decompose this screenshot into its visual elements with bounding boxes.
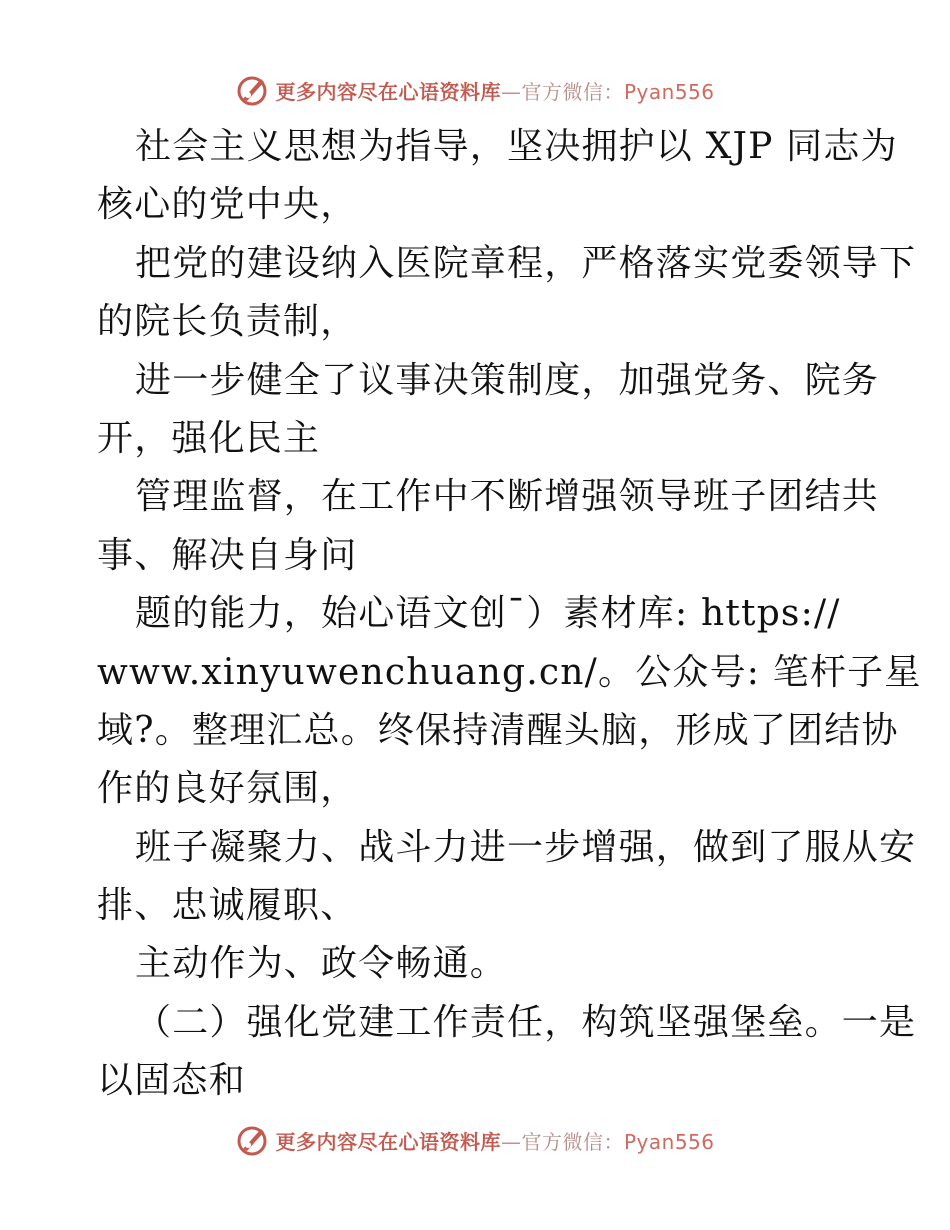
document-body <box>97 118 922 1111</box>
body-line: 核心的党中央， <box>97 184 358 226</box>
watermark-wechat-id: Pyan556 <box>623 79 715 104</box>
header-watermark <box>0 70 950 110</box>
body-line: www.xinyuwenchuang.cn/。公众号: 笔杆子星 <box>97 651 922 693</box>
watermark-wechat-id: Pyan556 <box>623 1129 715 1154</box>
footer-watermark <box>0 1120 950 1160</box>
body-line: 的院长负责制， <box>97 301 358 343</box>
body-line: 进一步健全了议事决策制度，加强党务、院务 <box>135 359 880 401</box>
body-line: 社会主义思想为指导，坚决拥护以 XJP 同志为 <box>135 126 898 167</box>
quill-seal-icon <box>235 73 269 107</box>
watermark-main-text: 更多内容尽在心语资料库 <box>275 1129 501 1154</box>
body-line: 管理监督，在工作中不断增强领导班子团结共 <box>135 476 880 518</box>
body-line: 以固态和 <box>97 1060 246 1102</box>
quill-seal-icon <box>235 1123 269 1157</box>
watermark-text <box>275 76 714 105</box>
body-line: 主动作为、政令畅通。 <box>135 943 508 985</box>
watermark-dash: — <box>500 1129 522 1154</box>
body-line: 开，强化民主 <box>97 417 321 459</box>
watermark-text <box>275 1126 714 1155</box>
body-line: 题的能力，始心语文创¯）素材库: https:// <box>135 593 841 635</box>
body-line: 班子凝聚力、战斗力进一步增强，做到了服从安 <box>135 826 917 868</box>
watermark-wechat-label: 官方微信： <box>521 79 624 104</box>
body-line: （二）强化党建工作责任，构筑坚强堡垒。一是 <box>135 1001 917 1043</box>
body-line: 作的良好氛围， <box>97 768 358 810</box>
body-line: 事、解决自身问 <box>97 534 358 576</box>
watermark-main-text: 更多内容尽在心语资料库 <box>275 79 501 104</box>
watermark-wechat-label: 官方微信： <box>521 1129 624 1154</box>
body-line: 域?。整理汇总。终保持清醒头脑，形成了团结协 <box>97 709 899 751</box>
body-line: 把党的建设纳入医院章程，严格落实党委领导下 <box>135 242 917 284</box>
body-line: 排、忠诚履职、 <box>97 885 358 927</box>
watermark-dash: — <box>500 79 522 104</box>
